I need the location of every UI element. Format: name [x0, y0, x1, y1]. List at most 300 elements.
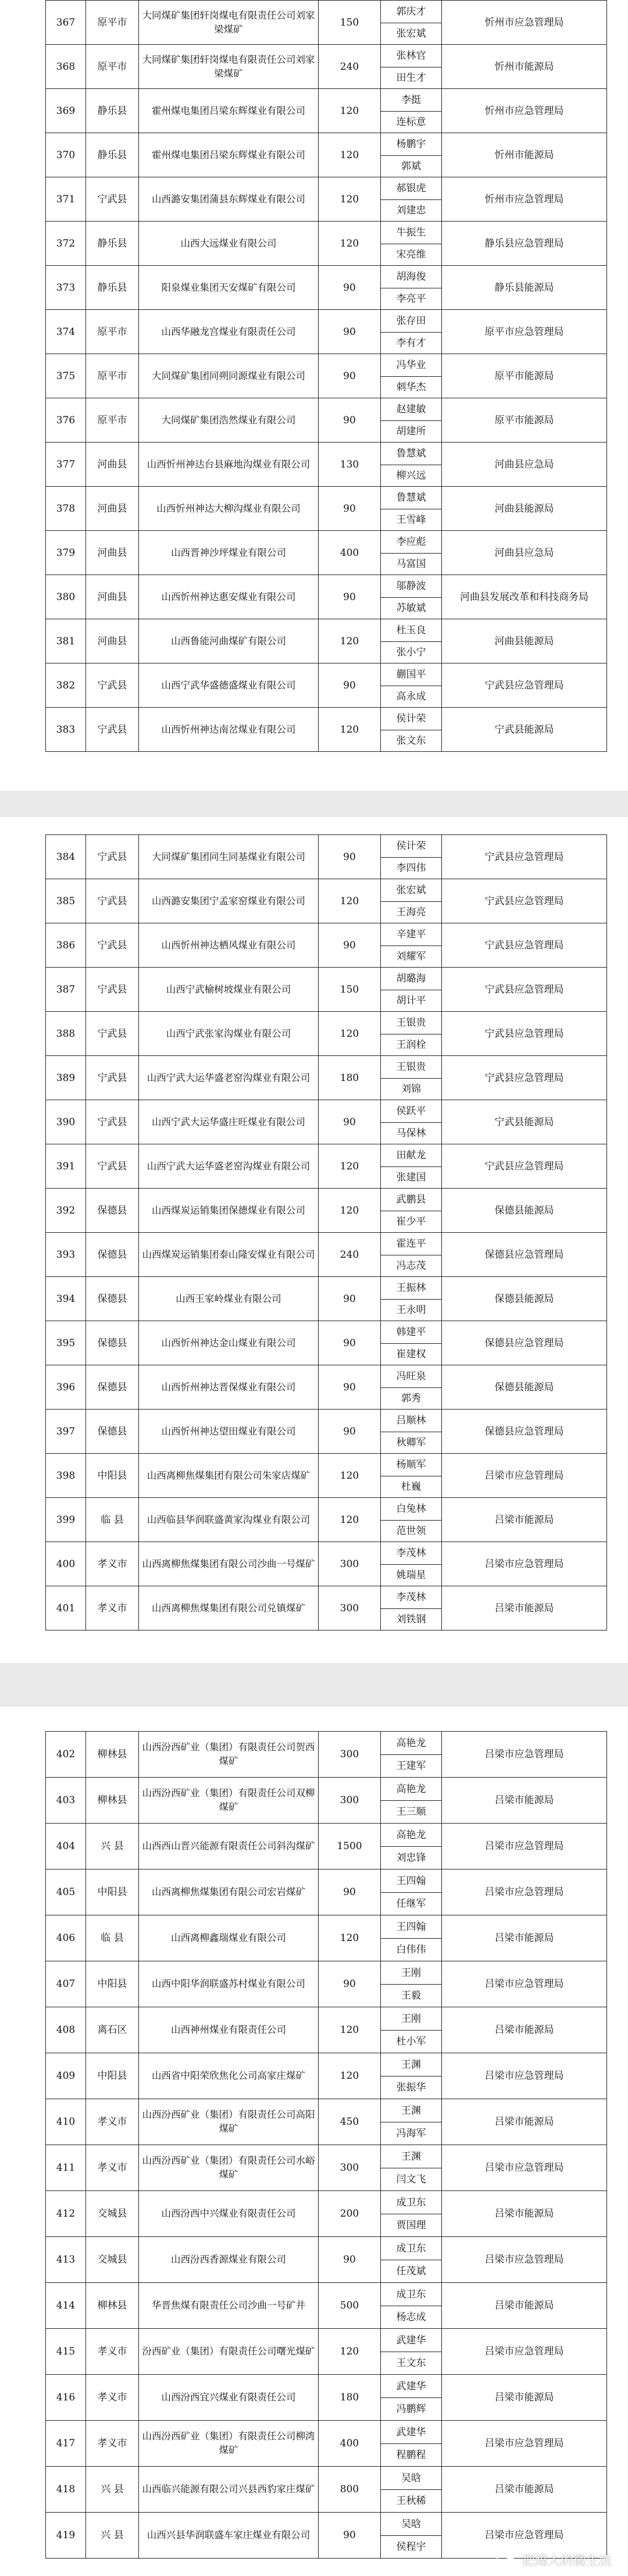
table-row [46, 663, 607, 708]
capacity-cell: 90 [319, 1410, 381, 1454]
company-cell: 山西汾西香源煤业有限公司 [139, 2237, 319, 2283]
company-cell: 山西鲁能河曲煤矿有限公司 [139, 619, 319, 663]
county-cell: 孝义市 [86, 1542, 139, 1586]
table-row [46, 2237, 607, 2283]
inspector-name: 武鹏县 [396, 1193, 426, 1205]
people-cell [381, 1100, 442, 1144]
table-row [46, 879, 607, 923]
table-row [46, 133, 607, 177]
inspector-name: 胡璐海 [396, 972, 426, 984]
inspector-name: 武建华 [396, 2380, 426, 2392]
table-row [46, 2007, 607, 2053]
inspector-name: 辛建平 [396, 928, 426, 940]
dept-cell: 宁武县应急管理局 [442, 1144, 607, 1189]
county-cell: 河曲县 [86, 443, 139, 487]
inspector-name: 王渊 [401, 2104, 421, 2117]
people-cell [381, 2513, 442, 2559]
company-cell: 山西汾西矿业（集团）有限责任公司高阳煤矿 [139, 2099, 319, 2145]
row-number: 381 [46, 619, 86, 663]
county-cell: 中阳县 [86, 1961, 139, 2007]
county-cell: 中阳县 [86, 1454, 139, 1498]
company-cell: 山西汾西矿业（集团）有限责任公司贺西煤矿 [139, 1732, 319, 1778]
row-number: 412 [46, 2191, 86, 2237]
people-cell [381, 2191, 442, 2237]
inspector-name: 王秋稀 [381, 2489, 441, 2512]
row-number: 401 [46, 1586, 86, 1630]
inspector-name: 王三顺 [381, 1800, 441, 1823]
dept-cell: 保德县能源局 [442, 1189, 607, 1233]
table-row [46, 1189, 607, 1233]
inspector-name: 贾国理 [381, 2214, 441, 2236]
company-cell: 山西神州煤业有限责任公司 [139, 2007, 319, 2053]
table-row [46, 1732, 607, 1778]
table-row [46, 2421, 607, 2467]
people-cell [381, 1778, 442, 1824]
table-row [46, 310, 607, 354]
row-number: 377 [46, 443, 86, 487]
inspector-name: 鲁慧斌 [396, 447, 426, 459]
dept-cell: 保德县能源局 [442, 1365, 607, 1410]
capacity-cell: 90 [319, 354, 381, 398]
county-cell: 离石区 [86, 2007, 139, 2053]
table-row [46, 575, 607, 619]
inspector-name: 冯海军 [381, 2122, 441, 2145]
inspector-name: 胡建所 [381, 420, 441, 443]
capacity-cell: 120 [319, 1915, 381, 1961]
capacity-cell: 180 [319, 1056, 381, 1100]
inspector-name: 崔少平 [381, 1211, 441, 1233]
county-cell: 孝义市 [86, 2145, 139, 2191]
people-cell [381, 2145, 442, 2191]
company-cell: 大同煤矿集团轩岗煤电有限责任公司刘家梁煤矿 [139, 45, 319, 89]
table-row [46, 177, 607, 222]
county-cell: 河曲县 [86, 531, 139, 575]
inspector-name: 王刚 [401, 2013, 421, 2025]
inspector-name: 侯程宇 [381, 2535, 441, 2558]
inspector-name: 韩建平 [396, 1326, 426, 1338]
people-cell [381, 1586, 442, 1630]
dept-cell: 吕梁市能源局 [442, 1778, 607, 1824]
county-cell: 兴 县 [86, 1824, 139, 1869]
dept-cell: 吕梁市应急管理局 [442, 2329, 607, 2375]
company-cell: 大同煤矿集团同朔同源煤业有限公司 [139, 354, 319, 398]
company-cell: 山西离柳焦煤集团有限公司沙曲一号煤矿 [139, 1542, 319, 1586]
dept-cell: 原平市能源局 [442, 398, 607, 443]
table-row [46, 2145, 607, 2191]
county-cell: 静乐县 [86, 266, 139, 310]
county-cell: 宁武县 [86, 1056, 139, 1100]
company-cell: 山西汾西中兴煤业有限责任公司 [139, 2191, 319, 2237]
row-number: 392 [46, 1189, 86, 1233]
row-number: 398 [46, 1454, 86, 1498]
dept-cell: 吕梁市应急管理局 [442, 2513, 607, 2559]
table-row [46, 266, 607, 310]
company-cell: 华晋焦煤有限责任公司沙曲一号矿井 [139, 2283, 319, 2329]
capacity-cell: 120 [319, 89, 381, 133]
table-row [46, 1365, 607, 1410]
row-number: 416 [46, 2375, 86, 2421]
inspector-name: 成卫东 [396, 2288, 426, 2300]
dept-cell: 吕梁市应急管理局 [442, 1454, 607, 1498]
inspector-name: 马保林 [381, 1122, 441, 1144]
company-cell: 山西宁武大运华盛老窑沟煤业有限公司 [139, 1144, 319, 1189]
inspector-name: 王润栓 [381, 1034, 441, 1056]
table-row [46, 398, 607, 443]
capacity-cell: 90 [319, 1321, 381, 1365]
company-cell: 霍州煤电集团吕梁东辉煤业有限公司 [139, 89, 319, 133]
inspector-name: 郭庆才 [396, 5, 426, 17]
row-number: 394 [46, 1277, 86, 1321]
people-cell [381, 708, 442, 752]
company-cell: 山西西山晋兴能源有限责任公司斜沟煤矿 [139, 1824, 319, 1869]
capacity-cell: 120 [319, 1189, 381, 1233]
capacity-cell: 120 [319, 2053, 381, 2099]
company-cell: 山西忻州神达惠安煤业有限公司 [139, 575, 319, 619]
company-cell: 山西王家岭煤业有限公司 [139, 1277, 319, 1321]
county-cell: 原平市 [86, 45, 139, 89]
inspector-name: 秋卿军 [381, 1432, 441, 1454]
inspector-name: 李四伟 [381, 857, 441, 879]
row-number: 385 [46, 879, 86, 923]
inspector-name: 刘铁钢 [381, 1608, 441, 1630]
capacity-cell: 300 [319, 1778, 381, 1824]
table-row [46, 1144, 607, 1189]
people-cell [381, 1144, 442, 1189]
county-cell: 兴 县 [86, 2467, 139, 2513]
company-cell: 阳泉煤业集团天安煤矿有限公司 [139, 266, 319, 310]
inspector-name: 张宏斌 [381, 23, 441, 45]
county-cell: 宁武县 [86, 923, 139, 968]
row-number: 390 [46, 1100, 86, 1144]
row-number: 376 [46, 398, 86, 443]
inspector-name: 胡计平 [381, 990, 441, 1012]
inspector-name: 李茂林 [396, 1547, 426, 1559]
dept-cell: 吕梁市能源局 [442, 1586, 607, 1630]
dept-cell: 吕梁市应急管理局 [442, 1824, 607, 1869]
people-cell [381, 2283, 442, 2329]
capacity-cell: 300 [319, 1542, 381, 1586]
inspector-name: 高艳龙 [396, 1737, 426, 1749]
dept-cell: 宁武县能源局 [442, 708, 607, 752]
inspector-name: 姚瑞星 [381, 1564, 441, 1586]
capacity-cell: 90 [319, 1961, 381, 2007]
dept-cell: 河曲县应急局 [442, 531, 607, 575]
inspector-name: 田生才 [381, 67, 441, 89]
inspector-name: 张林官 [396, 49, 426, 62]
inspector-name: 冯志茂 [381, 1255, 441, 1277]
inspector-name: 宋亮维 [381, 244, 441, 266]
capacity-cell: 400 [319, 2421, 381, 2467]
county-cell: 保德县 [86, 1410, 139, 1454]
people-cell [381, 89, 442, 133]
company-cell: 山西宁武大运华盛庄旺煤业有限公司 [139, 1100, 319, 1144]
capacity-cell: 90 [319, 1365, 381, 1410]
capacity-cell: 450 [319, 2099, 381, 2145]
people-cell [381, 1961, 442, 2007]
company-cell: 山西离柳焦煤集团有限公司朱家店煤矿 [139, 1454, 319, 1498]
table-row [46, 619, 607, 663]
county-cell: 静乐县 [86, 133, 139, 177]
row-number: 393 [46, 1233, 86, 1277]
inspector-name: 李有才 [381, 332, 441, 354]
people-cell [381, 531, 442, 575]
county-cell: 静乐县 [86, 222, 139, 266]
row-number: 373 [46, 266, 86, 310]
table-row [46, 2283, 607, 2329]
inspector-name: 侯计荣 [396, 840, 426, 852]
county-cell: 宁武县 [86, 177, 139, 222]
county-cell: 原平市 [86, 354, 139, 398]
people-cell [381, 923, 442, 968]
capacity-cell: 120 [319, 1454, 381, 1498]
row-number: 402 [46, 1732, 86, 1778]
company-cell: 霍州煤电集团吕梁东辉煤业有限公司 [139, 133, 319, 177]
people-cell [381, 443, 442, 487]
inspector-name: 王毅 [381, 1984, 441, 2007]
capacity-cell: 120 [319, 1012, 381, 1056]
company-cell: 山西华融龙宫煤业有限责任公司 [139, 310, 319, 354]
table-row [46, 2053, 607, 2099]
people-cell [381, 2329, 442, 2375]
table-row [46, 1498, 607, 1542]
inspector-name: 杜巍 [381, 1476, 441, 1498]
inspector-name: 邬静波 [396, 580, 426, 592]
dept-cell: 吕梁市应急管理局 [442, 1732, 607, 1778]
county-cell: 原平市 [86, 1, 139, 45]
people-cell [381, 2007, 442, 2053]
dept-cell: 吕梁市能源局 [442, 1915, 607, 1961]
row-number: 400 [46, 1542, 86, 1586]
people-cell [381, 310, 442, 354]
capacity-cell: 200 [319, 2191, 381, 2237]
row-number: 371 [46, 177, 86, 222]
county-cell: 宁武县 [86, 663, 139, 708]
dept-cell: 保德县应急管理局 [442, 1410, 607, 1454]
row-number: 404 [46, 1824, 86, 1869]
county-cell: 宁武县 [86, 968, 139, 1012]
company-cell: 山西煤炭运销集团保德煤业有限公司 [139, 1189, 319, 1233]
dept-cell: 吕梁市应急管理局 [442, 2053, 607, 2099]
capacity-cell: 90 [319, 835, 381, 879]
county-cell: 孝义市 [86, 1586, 139, 1630]
county-cell: 临 县 [86, 1498, 139, 1542]
row-number: 407 [46, 1961, 86, 2007]
row-number: 389 [46, 1056, 86, 1100]
row-number: 418 [46, 2467, 86, 2513]
company-cell: 山西宁武张家沟煤业有限公司 [139, 1012, 319, 1056]
inspector-name: 刘锦 [381, 1078, 441, 1100]
people-cell [381, 266, 442, 310]
dept-cell: 保德县能源局 [442, 1277, 607, 1321]
inspector-name: 刘耀军 [381, 946, 441, 968]
table-row [46, 1869, 607, 1915]
inspector-name: 白伟伟 [381, 1938, 441, 1961]
company-cell: 山西兴县华润联盛车家庄煤业有限公司 [139, 2513, 319, 2559]
inspector-name: 成卫东 [396, 2242, 426, 2254]
dept-cell: 吕梁市应急管理局 [442, 1869, 607, 1915]
company-cell: 山西潞安集团蒲县东辉煤业有限公司 [139, 177, 319, 222]
dept-cell: 忻州市应急管理局 [442, 177, 607, 222]
dept-cell: 吕梁市应急管理局 [442, 1961, 607, 2007]
inspector-name: 白兔林 [396, 1503, 426, 1515]
company-cell: 山西宁武华盛德盛煤业有限公司 [139, 663, 319, 708]
inspector-name: 王银贵 [396, 1016, 426, 1029]
people-cell [381, 1233, 442, 1277]
county-cell: 兴 县 [86, 2513, 139, 2559]
table-row [46, 1915, 607, 1961]
dept-cell: 宁武县应急管理局 [442, 879, 607, 923]
people-cell [381, 835, 442, 879]
county-cell: 交城县 [86, 2191, 139, 2237]
row-number: 415 [46, 2329, 86, 2375]
people-cell [381, 1498, 442, 1542]
row-number: 374 [46, 310, 86, 354]
company-cell: 大同煤矿集团同生同基煤业有限公司 [139, 835, 319, 879]
county-cell: 孝义市 [86, 2099, 139, 2145]
capacity-cell: 120 [319, 133, 381, 177]
company-cell: 山西汾西宜兴煤业有限责任公司 [139, 2375, 319, 2421]
inspection-table [45, 834, 607, 1630]
table-row [46, 45, 607, 89]
capacity-cell: 120 [319, 1498, 381, 1542]
inspector-name: 苏敏斌 [381, 597, 441, 619]
inspection-table [45, 0, 607, 752]
document-page [0, 0, 628, 791]
capacity-cell: 120 [319, 2007, 381, 2053]
dept-cell: 吕梁市能源局 [442, 2191, 607, 2237]
inspector-name: 成卫东 [396, 2196, 426, 2208]
people-cell [381, 879, 442, 923]
table-row [46, 1233, 607, 1277]
inspector-name: 王四翰 [396, 1875, 426, 1887]
inspector-name: 王文东 [381, 2352, 441, 2374]
row-number: 383 [46, 708, 86, 752]
inspector-name: 冯旺泉 [396, 1370, 426, 1382]
county-cell: 孝义市 [86, 2421, 139, 2467]
dept-cell: 吕梁市能源局 [442, 2283, 607, 2329]
table-row [46, 1778, 607, 1824]
dept-cell: 宁武县应急管理局 [442, 1012, 607, 1056]
row-number: 417 [46, 2421, 86, 2467]
company-cell: 山西忻州神达金山煤业有限公司 [139, 1321, 319, 1365]
table-row [46, 1, 607, 45]
company-cell: 山西离柳焦煤集团有限公司宏岩煤矿 [139, 1869, 319, 1915]
company-cell: 山西忻州神达栖风煤业有限公司 [139, 923, 319, 968]
inspector-name: 程鹏程 [381, 2443, 441, 2466]
inspector-name: 吕顺林 [396, 1414, 426, 1426]
inspector-name: 李茂林 [396, 1591, 426, 1603]
county-cell: 河曲县 [86, 619, 139, 663]
dept-cell: 吕梁市能源局 [442, 2007, 607, 2053]
row-number: 384 [46, 835, 86, 879]
inspector-name: 赵建敏 [396, 403, 426, 415]
inspector-name: 郭斌 [381, 155, 441, 177]
capacity-cell: 500 [319, 2283, 381, 2329]
people-cell [381, 2053, 442, 2099]
inspector-name: 李亮平 [381, 288, 441, 310]
dept-cell: 宁武县应急管理局 [442, 923, 607, 968]
inspector-name: 刘忠锋 [381, 1846, 441, 1869]
dept-cell: 宁武县应急管理局 [442, 835, 607, 879]
capacity-cell: 90 [319, 487, 381, 531]
row-number: 397 [46, 1410, 86, 1454]
capacity-cell: 120 [319, 2329, 381, 2375]
county-cell: 柳林县 [86, 1778, 139, 1824]
dept-cell: 宁武县应急管理局 [442, 663, 607, 708]
county-cell: 河曲县 [86, 575, 139, 619]
people-cell [381, 1056, 442, 1100]
people-cell [381, 2421, 442, 2467]
inspector-name: 刺华杰 [381, 376, 441, 398]
inspector-name: 牛振生 [396, 226, 426, 238]
document-page [0, 817, 628, 1663]
inspector-name: 张文东 [381, 730, 441, 752]
people-cell [381, 354, 442, 398]
county-cell: 河曲县 [86, 487, 139, 531]
dept-cell: 宁武县应急管理局 [442, 968, 607, 1012]
dept-cell: 忻州市能源局 [442, 133, 607, 177]
inspector-name: 冯鹏辉 [381, 2397, 441, 2420]
people-cell [381, 1365, 442, 1410]
table-row [46, 2375, 607, 2421]
dept-cell: 静乐县能源局 [442, 266, 607, 310]
inspector-name: 王银贵 [396, 1061, 426, 1073]
company-cell: 山西汾西矿业（集团）有限责任公司柳湾煤矿 [139, 2421, 319, 2467]
table-row [46, 2191, 607, 2237]
inspector-name: 任继军 [381, 1892, 441, 1915]
inspector-name: 连标意 [381, 111, 441, 133]
company-cell: 山西宁武榆树坡煤业有限公司 [139, 968, 319, 1012]
dept-cell: 吕梁市能源局 [442, 2467, 607, 2513]
people-cell [381, 2467, 442, 2513]
capacity-cell: 120 [319, 177, 381, 222]
people-cell [381, 2375, 442, 2421]
capacity-cell: 300 [319, 2145, 381, 2191]
dept-cell: 河曲县能源局 [442, 487, 607, 531]
company-cell: 山西忻州神达台县麻地沟煤业有限公司 [139, 443, 319, 487]
capacity-cell: 180 [319, 2375, 381, 2421]
county-cell: 宁武县 [86, 708, 139, 752]
dept-cell: 河曲县应急局 [442, 443, 607, 487]
table-row [46, 222, 607, 266]
people-cell [381, 1, 442, 45]
row-number: 388 [46, 1012, 86, 1056]
document-page [0, 1707, 628, 2576]
company-cell: 山西离柳焦煤集团有限公司兑镇煤矿 [139, 1586, 319, 1630]
table-row [46, 1961, 607, 2007]
company-cell: 大同煤矿集团轩岗煤电有限责任公司刘家梁煤矿 [139, 1, 319, 45]
inspector-name: 侯跃平 [396, 1105, 426, 1117]
inspector-name: 郭秀 [381, 1387, 441, 1410]
county-cell: 孝义市 [86, 2375, 139, 2421]
table-row [46, 354, 607, 398]
row-number: 368 [46, 45, 86, 89]
company-cell: 山西汾西矿业（集团）有限责任公司双柳煤矿 [139, 1778, 319, 1824]
inspector-name: 郝银虎 [396, 182, 426, 194]
people-cell [381, 1542, 442, 1586]
inspector-name: 吴晗 [401, 2518, 421, 2530]
people-cell [381, 1277, 442, 1321]
dept-cell: 忻州市应急管理局 [442, 89, 607, 133]
inspector-name: 王四翰 [396, 1921, 426, 1933]
people-cell [381, 1012, 442, 1056]
capacity-cell: 90 [319, 398, 381, 443]
row-number: 382 [46, 663, 86, 708]
company-cell: 山西忻州神达大柳沟煤业有限公司 [139, 487, 319, 531]
inspector-name: 王海亮 [381, 901, 441, 923]
table-row [46, 2099, 607, 2145]
company-cell: 山西离柳鑫瑞煤业有限公司 [139, 1915, 319, 1961]
